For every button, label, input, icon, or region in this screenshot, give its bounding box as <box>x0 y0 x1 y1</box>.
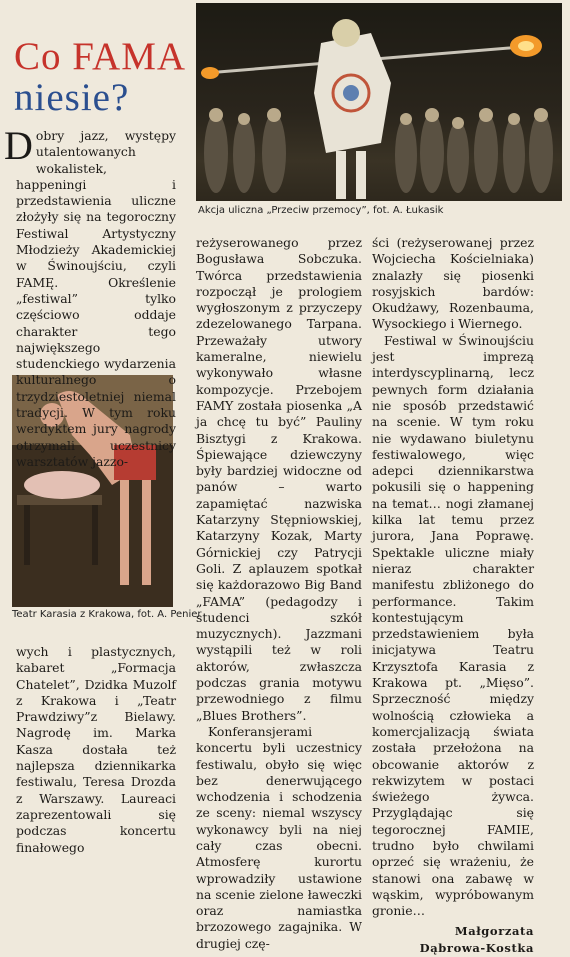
col3-paragraph-2: Festiwal w Świnoujściu jest imprezą interdyscyplinarną, lecz pewnych form działania nie sposób przedstawić na scenie. W tym roku nie wydawano biuletynu festiwalowego, więc adepci dziennikarstwa pokusili się o happening na temat… nogi złamanej kilka lat temu przez jurora, Jana Poprawę. Spektakle uliczne miały nieraz charakter manifestu zbliżonego do performance. Takim kontestującym przedstawieniem była inicjatywa Teatru Krzysztofa Karasia z Krakowa pt. „Mięso”. Sprzeczność między wolnością człowieka a komercjalizacją świata została przełożona na obcowanie aktorów z rekwizytem w postaci świeżego żywca. Przyglądając się tegorocznej FAMIE, trudno było chwilami oprzeć się wrażeniu, że stanowi ona zabawę w wąskim, wypróbowanym gronie… <box>372 332 534 919</box>
col2-paragraph-2: Konferansjerami koncertu byli uczestnicy festiwalu, obyło się więc bez denerwującego wchodzenia i schodzenia ze sceny: niemal wszyscy wykonawcy byli na niej cały czas obecni. Atmosferę kurortu wprowadziły ustawione na scenie zielone ławeczki oraz namiastka brzozowego zagajnika. W drugiej czę- <box>196 723 362 951</box>
article-column-3 <box>372 235 534 957</box>
article-column-1 <box>4 123 176 470</box>
author-last-name: Dąbrowa-Kostka <box>419 941 534 956</box>
title-line-1: Co FAMA <box>14 35 187 78</box>
title-line-2: niesie? <box>14 76 130 119</box>
lead-text: obry jazz, występy utalentowanych wokalistek, happeningi i przedstawienia uliczne złożyły się na tegoroczny Festiwal Artystyczny Młodzieży Akademickiej w Świnoujściu, czyli FAMĘ. Określenie „festiwal” tylko częściowo oddaje charakter tego największego studenckiego wydarzenia kulturalnego o trzydziestoletniej niemal tradycji. W tym roku werdyktem jury nagrody otrzymali uczestnicy warsztatów jazzo- <box>16 128 176 469</box>
lead-paragraph <box>4 123 176 470</box>
article-column-1-continued <box>16 644 176 856</box>
drop-cap: D <box>4 123 33 168</box>
col1-continued-paragraph: wych i plastycznych, kabaret „Formacja Chatelet”, Dzidka Muzolf z Krakowa i „Teatr Prawdziwy”z Bielawy. Nagrodę im. Marka Kasza dostała też najlepsza dziennikarka festiwalu, Teresa Drozda z Warszawy. Laureaci zaprezentowali się podczas koncertu finałowego <box>16 644 176 855</box>
left-photo-caption: Teatr Karasia z Krakowa, fot. A. Penier <box>12 609 202 620</box>
author-byline <box>372 923 534 957</box>
article-title <box>14 36 194 118</box>
author-first-name: Małgorzata <box>454 924 534 939</box>
street-performance-photo <box>196 3 562 201</box>
article-column-2 <box>196 235 362 952</box>
col2-paragraph-1: reżyserowanego przez Bogusława Sobczuka. Twórca przedstawienia rozpoczął je prologiem wygłoszonym z przyczepy zdezelowanego Tarpana. Przeważały utwory kameralne, niewielu wykonywało własne kompozycje. Przebojem FAMY została piosenka „A ja chcę tu być” Pauliny Bisztygi z Krakowa. Śpiewające dziewczyny były bardziej widoczne od panów – warto zapamiętać nazwiska Katarzyny Stępniowskiej, Katarzyny Kozak, Marty Górnickiej czy Patrycji Goli. Z aplauzem spotkał się każdorazowo Big Band „FAMA” (pedagodzy i studenci szkół muzycznych). Jazzmani wystąpili też w roli aktorów, zwłaszcza podczas grania motywu przewodniego z filmu „Blues Brothers”. <box>196 235 362 723</box>
col3-paragraph-1: ści (reżyserowanej przez Wojciecha Kościelniaka) znalazły się piosenki rosyjskich bardów: Okudżawy, Rozenbauma, Wysockiego i Wiernego. <box>372 235 534 332</box>
street-performance-illustration <box>196 3 562 201</box>
top-photo-caption: Akcja uliczna „Przeciw przemocy”, fot. A. Łukasik <box>198 205 444 216</box>
